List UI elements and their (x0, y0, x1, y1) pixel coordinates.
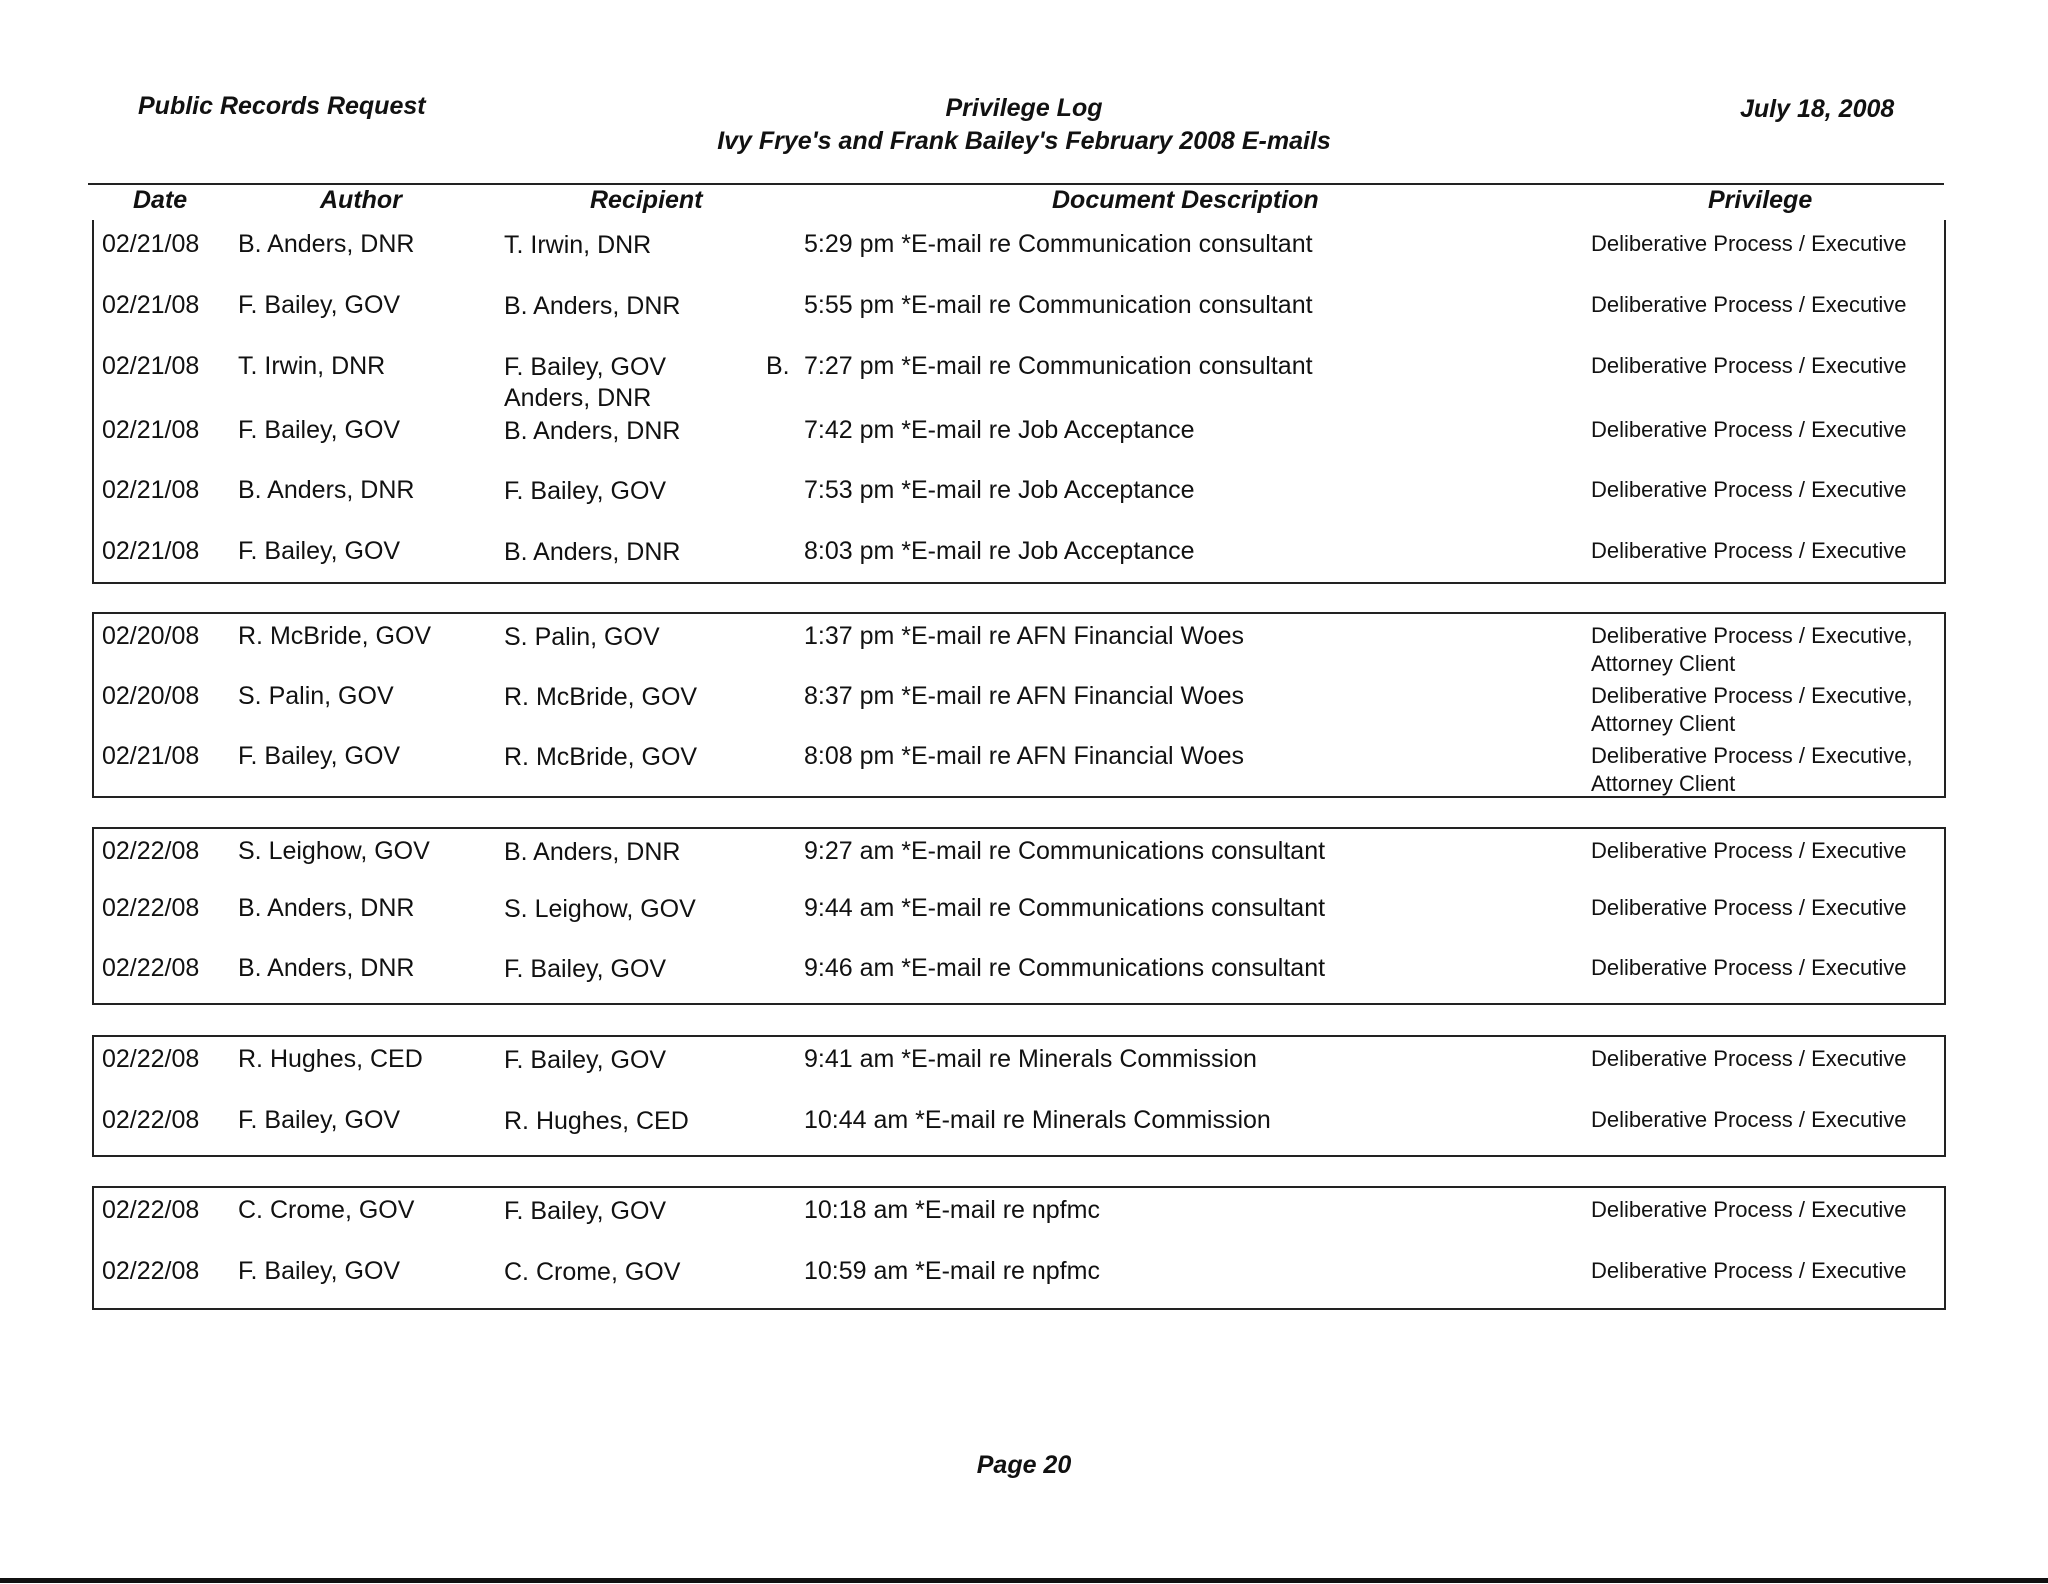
recipient-cell (504, 1196, 666, 1227)
date-cell: 02/22/08 (102, 837, 200, 865)
recipient-line: F. Bailey, GOV (504, 477, 667, 505)
description-cell: 8:37 pm *E-mail re AFN Financial Woes (804, 682, 1244, 710)
author-cell: R. Hughes, CED (238, 1045, 423, 1073)
date-cell: 02/22/08 (102, 1257, 200, 1285)
header-title-line1: Privilege Log (945, 94, 1103, 122)
recipient-cell (504, 352, 666, 414)
column-header-privilege: Privilege (1708, 186, 1813, 214)
author-cell: B. Anders, DNR (238, 954, 415, 982)
description-cell: 10:59 am *E-mail re npfmc (804, 1257, 1100, 1285)
recipient-line: S. Leighow, GOV (504, 895, 696, 923)
recipient-cell (504, 894, 696, 925)
recipient-line: B. Anders, DNR (504, 538, 681, 566)
author-cell: F. Bailey, GOV (238, 291, 401, 319)
recipient-cell (504, 1045, 666, 1076)
recipient-line: F. Bailey, GOV (504, 955, 667, 983)
privilege-cell: Deliberative Process / Executive (1591, 1197, 1907, 1222)
recipient-line: T. Irwin, DNR (504, 231, 652, 259)
recipient-cell (504, 837, 680, 868)
description-cell: 8:08 pm *E-mail re AFN Financial Woes (804, 742, 1244, 770)
recipient-cell (504, 1257, 680, 1288)
column-header-date: Date (133, 186, 188, 214)
recipient-line: F. Bailey, GOV (504, 353, 667, 381)
header-date: July 18, 2008 (1740, 95, 1895, 123)
column-header-rule (88, 183, 1944, 185)
record-group-1 (92, 220, 1946, 584)
author-cell: F. Bailey, GOV (238, 742, 401, 770)
author-cell: F. Bailey, GOV (238, 1106, 401, 1134)
recipient-line: R. McBride, GOV (504, 683, 698, 711)
author-cell: T. Irwin, DNR (238, 352, 386, 380)
author-cell: S. Palin, GOV (238, 682, 394, 710)
recipient-line: B. Anders, DNR (504, 292, 681, 320)
author-cell: B. Anders, DNR (238, 230, 415, 258)
recipient-line: R. McBride, GOV (504, 743, 698, 771)
date-cell: 02/20/08 (102, 622, 200, 650)
privilege-cell: Deliberative Process / Executive (1591, 955, 1907, 980)
recipient-cell (504, 1106, 689, 1137)
description-cell: 9:41 am *E-mail re Minerals Commission (804, 1045, 1257, 1073)
header-title-line2: Ivy Frye's and Frank Bailey's February 2008 E-mails (717, 127, 1331, 155)
recipient-cell (504, 682, 697, 713)
description-cell: 7:27 pm *E-mail re Communication consultant (804, 352, 1313, 380)
privilege-cell: Deliberative Process / Executive (1591, 895, 1907, 920)
date-cell: 02/21/08 (102, 230, 200, 258)
date-cell: 02/22/08 (102, 894, 200, 922)
author-cell: F. Bailey, GOV (238, 1257, 401, 1285)
privilege-cell: Deliberative Process / Executive (1591, 417, 1907, 442)
recipient-cell (504, 291, 680, 322)
recipient-line: B. Anders, DNR (504, 417, 681, 445)
author-cell: S. Leighow, GOV (238, 837, 430, 865)
date-cell: 02/21/08 (102, 352, 200, 380)
recipient-cell (504, 537, 680, 568)
privilege-cell: Deliberative Process / Executive (1591, 1258, 1907, 1283)
recipient-line: B. Anders, DNR (504, 838, 681, 866)
date-cell: 02/22/08 (102, 954, 200, 982)
privilege-cell: Deliberative Process / Executive (1591, 1046, 1907, 1071)
recipient-cell (504, 622, 660, 653)
column-header-recipient: Recipient (590, 186, 703, 214)
date-cell: 02/21/08 (102, 291, 200, 319)
privilege-cell: Deliberative Process / Executive (1591, 477, 1907, 502)
description-cell: 7:42 pm *E-mail re Job Acceptance (804, 416, 1195, 444)
date-cell: 02/21/08 (102, 416, 200, 444)
recipient-cell (504, 742, 697, 773)
page-number: Page 20 (976, 1451, 1072, 1479)
description-cell: 10:18 am *E-mail re npfmc (804, 1196, 1100, 1224)
date-cell: 02/22/08 (102, 1106, 200, 1134)
description-cell: 5:55 pm *E-mail re Communication consultant (804, 291, 1313, 319)
recipient-cell (504, 416, 680, 447)
description-cell: 5:29 pm *E-mail re Communication consultant (804, 230, 1313, 258)
privilege-cell: Deliberative Process / Executive (1591, 838, 1907, 863)
date-cell: 02/20/08 (102, 682, 200, 710)
recipient-cell (504, 230, 651, 261)
date-cell: 02/21/08 (102, 476, 200, 504)
recipient-line: S. Palin, GOV (504, 623, 660, 651)
privilege-cell: Deliberative Process / Executive (1591, 292, 1907, 317)
description-cell: 9:44 am *E-mail re Communications consultant (804, 894, 1326, 922)
description-cell: 8:03 pm *E-mail re Job Acceptance (804, 537, 1195, 565)
privilege-cell: Deliberative Process / Executive, Attorney Client (1591, 683, 1913, 736)
privilege-cell: Deliberative Process / Executive (1591, 231, 1907, 256)
recipient-prefix: B. (766, 352, 790, 380)
recipient-line: C. Crome, GOV (504, 1258, 681, 1286)
date-cell: 02/22/08 (102, 1045, 200, 1073)
column-header-author: Author (320, 186, 402, 214)
description-cell: 9:46 am *E-mail re Communications consultant (804, 954, 1326, 982)
description-cell: 1:37 pm *E-mail re AFN Financial Woes (804, 622, 1244, 650)
author-cell: R. McBride, GOV (238, 622, 432, 650)
date-cell: 02/22/08 (102, 1196, 200, 1224)
privilege-cell: Deliberative Process / Executive, Attorney Client (1591, 623, 1913, 676)
privilege-cell: Deliberative Process / Executive (1591, 353, 1907, 378)
description-cell: 9:27 am *E-mail re Communications consultant (804, 837, 1326, 865)
recipient-line: Anders, DNR (504, 384, 652, 412)
author-cell: F. Bailey, GOV (238, 416, 401, 444)
recipient-cell (504, 954, 666, 985)
record-group-4 (92, 1035, 1946, 1157)
recipient-line: F. Bailey, GOV (504, 1197, 667, 1225)
column-header-description: Document Description (1052, 186, 1319, 214)
privilege-cell: Deliberative Process / Executive (1591, 538, 1907, 563)
bottom-rule (0, 1578, 2048, 1583)
author-cell: B. Anders, DNR (238, 894, 415, 922)
description-cell: 7:53 pm *E-mail re Job Acceptance (804, 476, 1195, 504)
author-cell: F. Bailey, GOV (238, 537, 401, 565)
recipient-line: F. Bailey, GOV (504, 1046, 667, 1074)
author-cell: C. Crome, GOV (238, 1196, 415, 1224)
record-group-3 (92, 827, 1946, 1005)
date-cell: 02/21/08 (102, 537, 200, 565)
header-left: Public Records Request (138, 92, 426, 120)
privilege-cell: Deliberative Process / Executive, Attorney Client (1591, 743, 1913, 796)
privilege-cell: Deliberative Process / Executive (1591, 1107, 1907, 1132)
record-group-5 (92, 1186, 1946, 1310)
recipient-cell (504, 476, 666, 507)
description-cell: 10:44 am *E-mail re Minerals Commission (804, 1106, 1271, 1134)
recipient-line: R. Hughes, CED (504, 1107, 689, 1135)
record-group-2 (92, 612, 1946, 798)
author-cell: B. Anders, DNR (238, 476, 415, 504)
date-cell: 02/21/08 (102, 742, 200, 770)
